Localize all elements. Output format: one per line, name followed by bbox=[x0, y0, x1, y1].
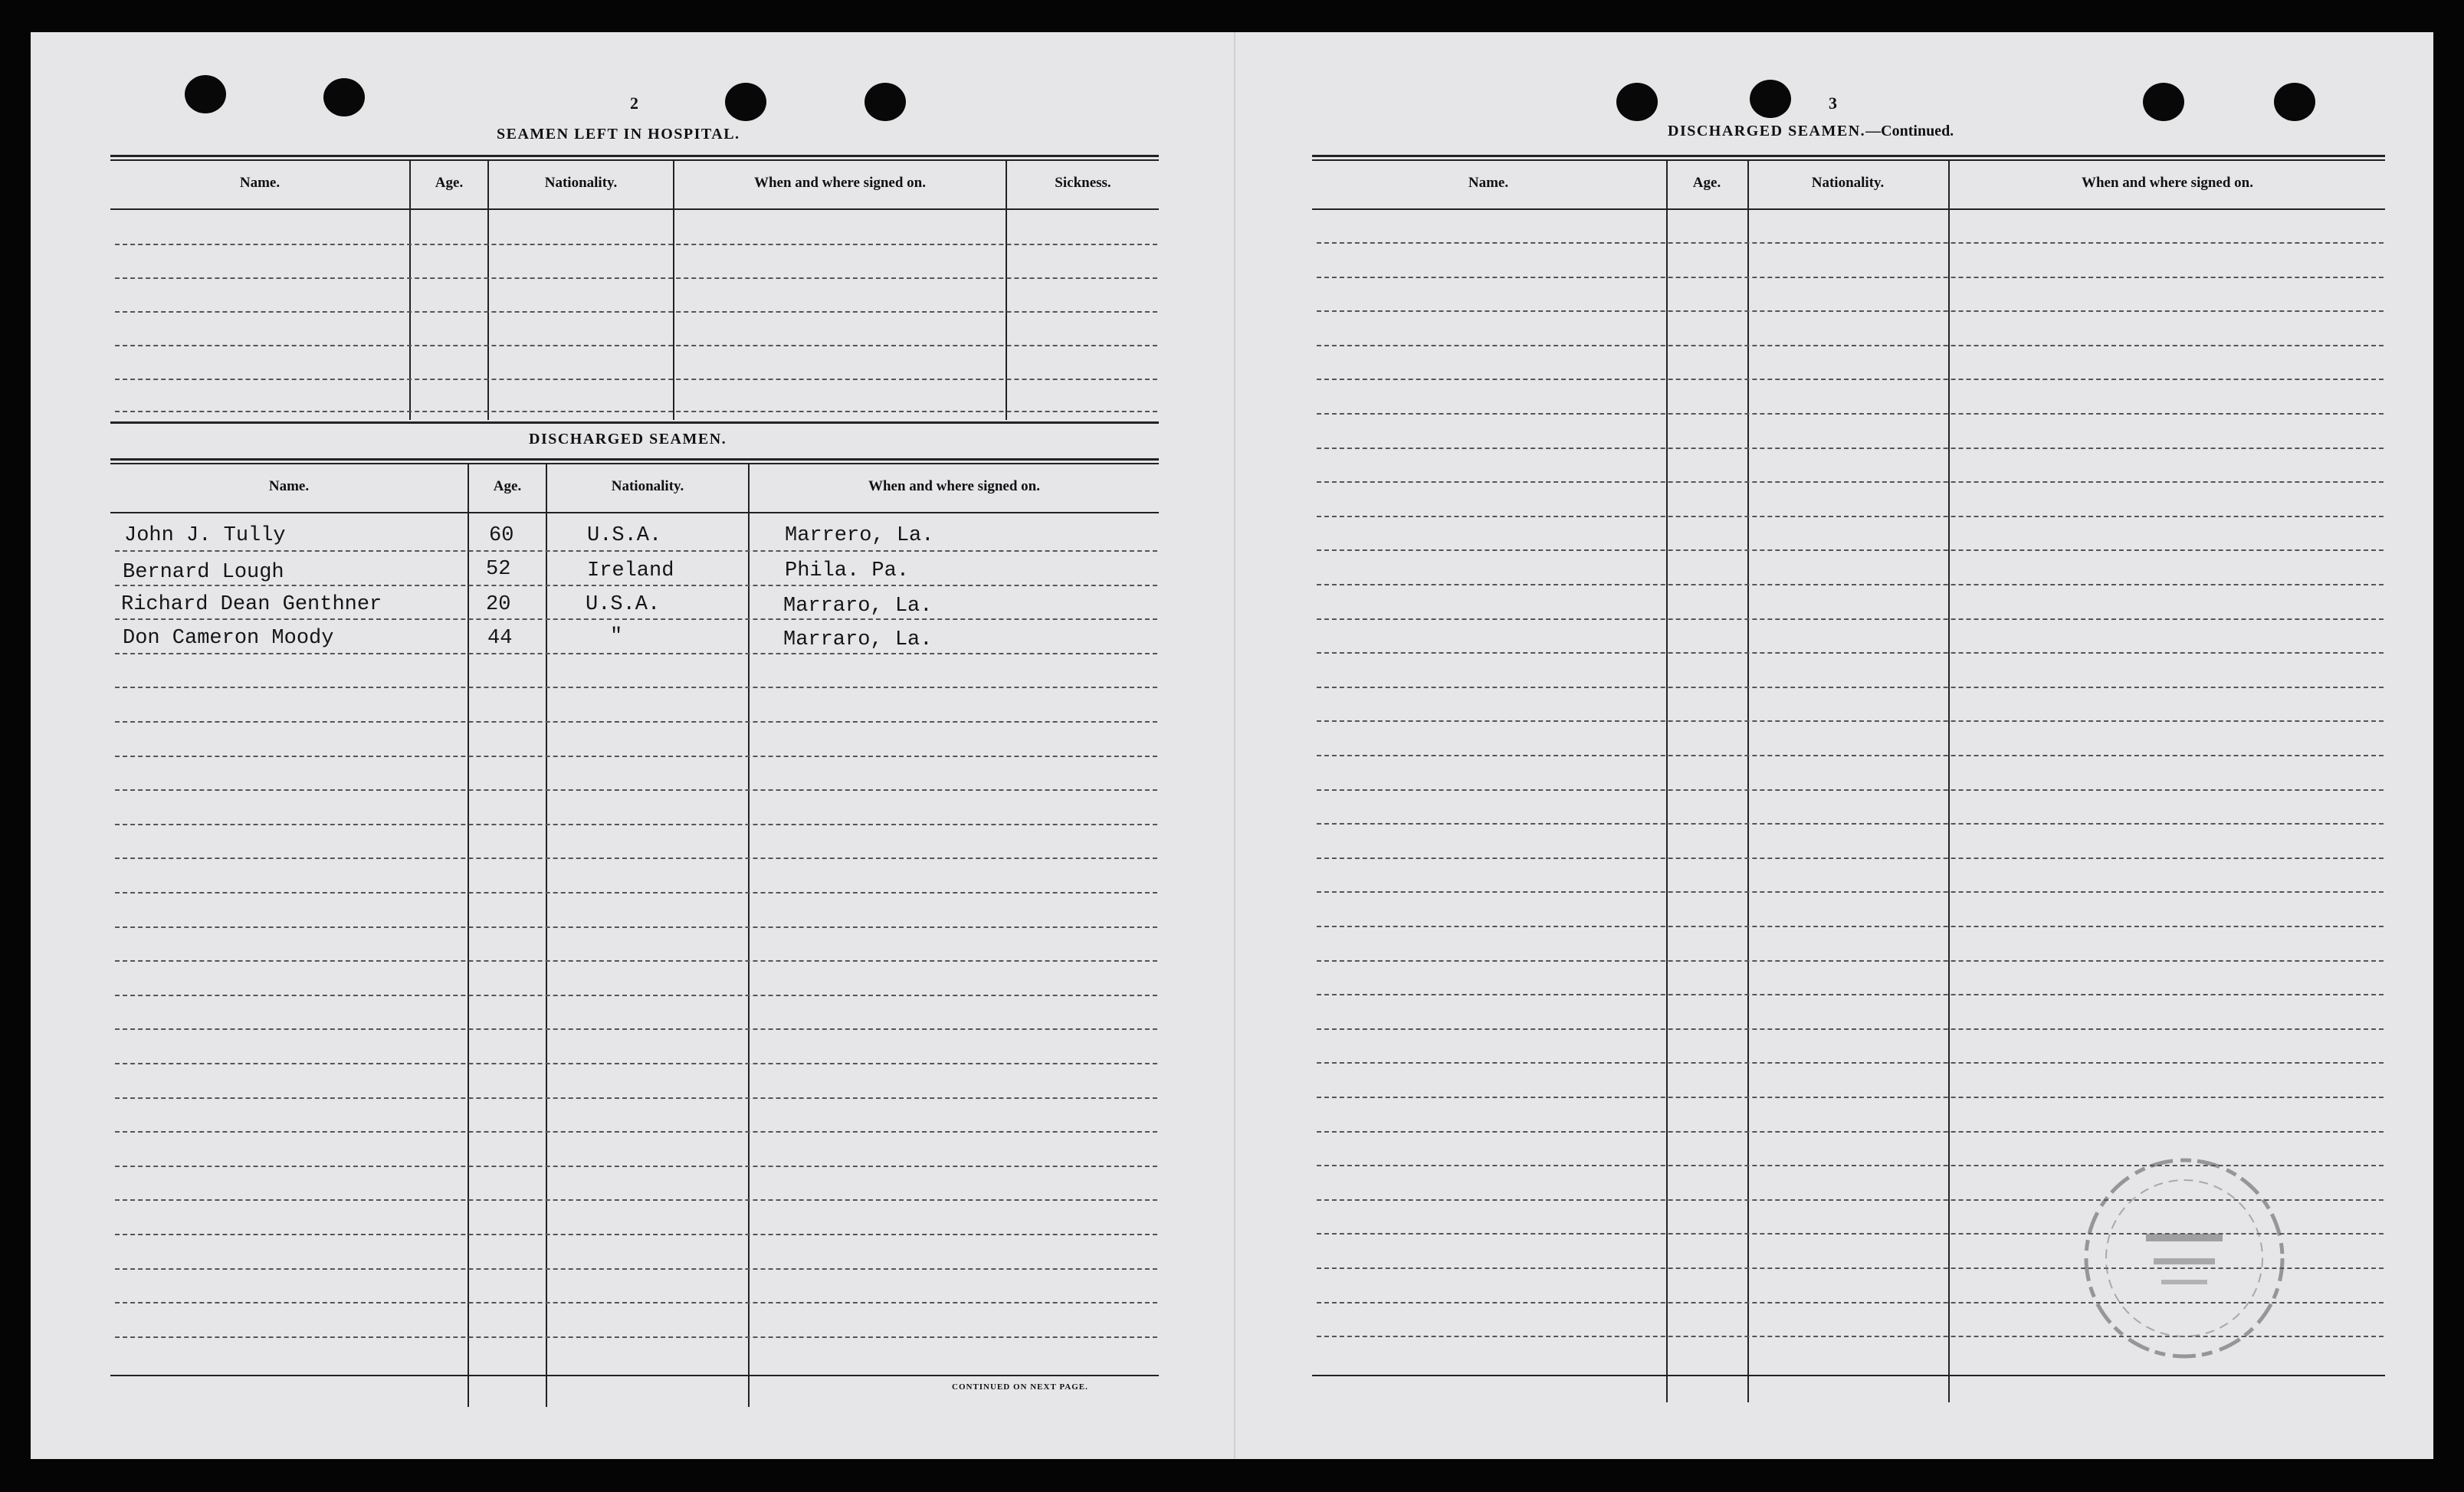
blank-line bbox=[115, 756, 1157, 757]
entry-name: Richard Dean Genthner bbox=[121, 593, 382, 616]
blank-line bbox=[1317, 755, 2384, 756]
blank-line bbox=[1317, 789, 2384, 791]
page-number-right: 3 bbox=[1829, 93, 1837, 113]
entry-name: Don Cameron Moody bbox=[123, 627, 334, 650]
discharged-continued-title-text: DISCHARGED SEAMEN. bbox=[1668, 123, 1866, 139]
blank-line bbox=[1317, 891, 2384, 893]
discharged-header-nationality: Nationality. bbox=[611, 478, 684, 494]
entry-signed-on: Marraro, La. bbox=[783, 595, 933, 618]
entry-age: 20 bbox=[486, 593, 511, 616]
blank-line bbox=[115, 411, 1157, 412]
double-rule bbox=[1312, 159, 2385, 161]
blank-line bbox=[1317, 926, 2384, 927]
entry-name: Bernard Lough bbox=[123, 561, 284, 584]
blank-line bbox=[1317, 448, 2384, 449]
column-divider bbox=[409, 161, 411, 420]
blank-line bbox=[115, 1234, 1157, 1235]
double-rule bbox=[110, 155, 1159, 157]
punch-hole bbox=[725, 83, 766, 121]
blank-line bbox=[115, 687, 1157, 688]
double-rule bbox=[110, 458, 1159, 461]
blank-line bbox=[1317, 413, 2384, 415]
blank-line bbox=[115, 1302, 1157, 1303]
entry-age: 44 bbox=[487, 627, 513, 650]
entry-nationality: Ireland bbox=[587, 559, 674, 582]
entry-signed-on: Phila. Pa. bbox=[785, 559, 910, 582]
blank-line bbox=[115, 892, 1157, 894]
punch-hole bbox=[865, 83, 906, 121]
right-header-signed-on: When and where signed on. bbox=[2081, 175, 2253, 191]
column-divider bbox=[1006, 161, 1007, 420]
blank-line bbox=[115, 244, 1157, 245]
hospital-header-signed-on: When and where signed on. bbox=[753, 175, 926, 191]
right-header-nationality: Nationality. bbox=[1811, 175, 1885, 191]
blank-line bbox=[1317, 549, 2384, 551]
column-divider bbox=[468, 464, 469, 1407]
header-rule bbox=[110, 512, 1159, 513]
continued-note: CONTINUED ON NEXT PAGE. bbox=[952, 1382, 1088, 1392]
blank-line bbox=[115, 926, 1157, 928]
blank-line bbox=[1317, 823, 2384, 825]
right-header-name: Name. bbox=[1468, 175, 1509, 191]
blank-line bbox=[1317, 1062, 2384, 1064]
blank-line bbox=[1317, 618, 2384, 620]
blank-line bbox=[1317, 345, 2384, 346]
blank-line bbox=[1317, 994, 2384, 995]
header-rule bbox=[1312, 208, 2385, 210]
blank-line bbox=[115, 1336, 1157, 1338]
punch-hole bbox=[2274, 83, 2315, 121]
discharged-header-name: Name. bbox=[268, 478, 310, 494]
circular-stamp bbox=[2069, 1143, 2299, 1373]
entry-name: John J. Tully bbox=[124, 524, 286, 547]
entry-signed-on: Marraro, La. bbox=[783, 628, 933, 651]
page-number-left: 2 bbox=[630, 93, 638, 113]
blank-line bbox=[115, 721, 1157, 723]
blank-line bbox=[115, 857, 1157, 859]
double-rule bbox=[1312, 155, 2385, 157]
blank-line bbox=[115, 345, 1157, 346]
hospital-header-age: Age. bbox=[435, 175, 464, 191]
column-divider bbox=[1747, 161, 1749, 1402]
blank-line bbox=[115, 995, 1157, 996]
blank-line bbox=[1317, 516, 2384, 517]
column-divider bbox=[1948, 161, 1950, 1402]
blank-line bbox=[115, 1028, 1157, 1030]
blank-line bbox=[1317, 1097, 2384, 1098]
blank-line bbox=[1317, 720, 2384, 722]
blank-line bbox=[1317, 277, 2384, 278]
blank-line bbox=[115, 1097, 1157, 1099]
blank-line bbox=[115, 1131, 1157, 1133]
hospital-section-title: SEAMEN LEFT IN HOSPITAL. bbox=[497, 126, 740, 143]
hospital-header-nationality: Nationality. bbox=[544, 175, 618, 191]
blank-line bbox=[115, 653, 1157, 654]
blank-line bbox=[115, 789, 1157, 791]
column-divider bbox=[1666, 161, 1668, 1402]
title-suffix: —Continued. bbox=[1865, 123, 1954, 139]
blank-line bbox=[115, 1268, 1157, 1270]
punch-hole bbox=[185, 75, 226, 113]
section-rule bbox=[110, 421, 1159, 424]
column-divider bbox=[748, 464, 750, 1407]
punch-hole bbox=[323, 78, 365, 116]
entry-nationality: U.S.A. bbox=[587, 524, 662, 547]
blank-line bbox=[1317, 687, 2384, 688]
double-rule bbox=[110, 463, 1159, 464]
blank-line bbox=[1317, 481, 2384, 483]
entry-age: 52 bbox=[486, 558, 511, 581]
blank-line bbox=[1317, 960, 2384, 962]
blank-line bbox=[115, 277, 1157, 279]
punch-hole bbox=[1750, 80, 1791, 118]
blank-line bbox=[1317, 584, 2384, 585]
column-divider bbox=[673, 161, 674, 420]
blank-line bbox=[115, 824, 1157, 825]
entry-nationality: " bbox=[610, 625, 623, 648]
blank-line bbox=[1317, 652, 2384, 654]
bottom-rule bbox=[1312, 1375, 2385, 1376]
header-rule bbox=[110, 208, 1159, 210]
blank-line bbox=[115, 1166, 1157, 1167]
blank-line bbox=[1317, 379, 2384, 380]
blank-line bbox=[115, 311, 1157, 313]
blank-line bbox=[115, 550, 1157, 552]
blank-line bbox=[115, 585, 1157, 586]
hospital-header-name: Name. bbox=[239, 175, 281, 191]
discharged-header-age: Age. bbox=[493, 478, 522, 494]
bottom-rule bbox=[110, 1375, 1159, 1376]
entry-signed-on: Marrero, La. bbox=[785, 524, 934, 547]
hospital-header-sickness: Sickness. bbox=[1055, 175, 1111, 191]
blank-line bbox=[1317, 857, 2384, 859]
right-header-age: Age. bbox=[1692, 175, 1721, 191]
punch-hole bbox=[1616, 83, 1658, 121]
punch-hole bbox=[2143, 83, 2184, 121]
discharged-section-title: DISCHARGED SEAMEN. bbox=[529, 431, 727, 448]
double-rule bbox=[110, 159, 1159, 161]
discharged-continued-title bbox=[1668, 123, 1954, 140]
manifest-sheet bbox=[31, 32, 2433, 1459]
entry-nationality: U.S.A. bbox=[586, 593, 661, 616]
blank-line bbox=[115, 379, 1157, 380]
blank-line bbox=[1317, 1131, 2384, 1133]
blank-line bbox=[1317, 242, 2384, 244]
discharged-header-signed-on: When and where signed on. bbox=[868, 478, 1040, 494]
column-divider bbox=[546, 464, 547, 1407]
blank-line bbox=[115, 1063, 1157, 1064]
blank-line bbox=[1317, 1028, 2384, 1030]
blank-line bbox=[115, 618, 1157, 620]
column-divider bbox=[487, 161, 489, 420]
blank-line bbox=[115, 960, 1157, 962]
entry-age: 60 bbox=[489, 524, 514, 547]
blank-line bbox=[1317, 310, 2384, 312]
blank-line bbox=[115, 1199, 1157, 1201]
